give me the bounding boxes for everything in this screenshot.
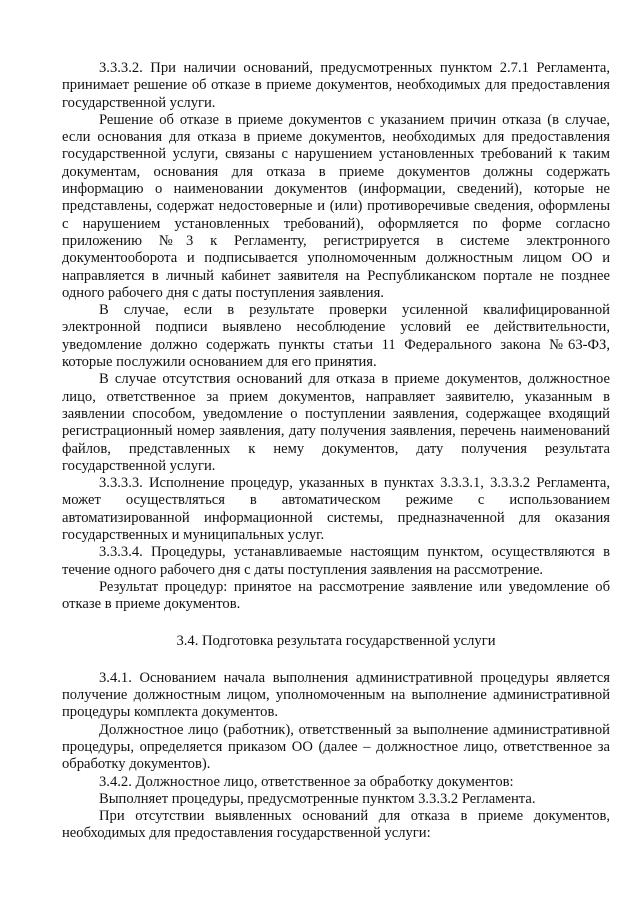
paragraph-3-4-2: 3.4.2. Должностное лицо, ответственное за обработку документов: — [99, 773, 514, 790]
paragraph-responsible-officer: Должностное лицо (работник), ответственный за выполнение административной процедуры, определяется приказом ОО (далее – должностное лицо, ответственное за обработку документов). — [62, 721, 610, 773]
document-page — [62, 60, 610, 843]
section-heading: 3.4. Подготовка результата государственной услуги — [176, 632, 496, 649]
paragraph-3-3-3-2: 3.3.3.2. При наличии оснований, предусмотренных пунктом 2.7.1 Регламента, принимает решение об отказе в приеме документов, необходимых для предоставления государственной услуги. — [62, 60, 610, 111]
paragraph-performs-procedures: Выполняет процедуры, предусмотренные пунктом 3.3.3.2 Регламента. — [99, 790, 536, 807]
paragraph-3-3-3-4: 3.3.3.4. Процедуры, устанавливаемые настоящим пунктом, осуществляются в течение одного рабочего дня с даты поступления заявления на рассмотрение. — [62, 544, 610, 578]
paragraph-3-3-3-3: 3.3.3.3. Исполнение процедур, указанных в пунктах 3.3.3.1, 3.3.3.2 Регламента, может осуществляться в автоматическом режиме с использованием автоматизированной информационной системы, предназначенной для оказания государственных и муниципальных услуг. — [62, 475, 610, 544]
paragraph-signature-check: В случае, если в результате проверки усиленной квалифицированной электронной подписи выявлено несоблюдение условий ее действительности, уведомление должно содержать пункты статьи 11 Федерального закона №63-ФЗ, которые послужили основанием для его принятия. — [62, 302, 610, 371]
paragraph-no-identified-grounds: При отсутствии выявленных оснований для отказа в приеме документов, необходимых для предоставления государственной услуги: — [62, 808, 610, 842]
paragraph-procedure-result: Результат процедур: принятое на рассмотрение заявление или уведомление об отказе в приеме документов. — [62, 578, 610, 613]
paragraph-3-4-1: 3.4.1. Основанием начала выполнения административной процедуры является получение должностным лицом, уполномоченным на выполнение административной процедуры комплекта документов. — [62, 669, 610, 721]
paragraph-refusal-decision: Решение об отказе в приеме документов с указанием причин отказа (в случае, если основания для отказа в приеме документов, необходимых для предоставления государственной услуги, связаны с нарушением установленных требований к таким документам, основания для отказа в приеме документов должны содержать информацию о наименовании документов (информации, сведений), которые не представлены, содержат недостоверные и (или) противоречивые сведения, оформлены с нарушением установленных требований), оформляется по форме согласно приложению №3 к Регламенту, регистрируется в системе электронного документооборота и подписывается уполномоченным должностным лицом ОО и направляется в личный кабинет заявителя на Республиканском портале не позднее одного рабочего дня с даты поступления заявления. — [62, 111, 610, 301]
paragraph-no-grounds: В случае отсутствия оснований для отказа в приеме документов, должностное лицо, ответственное за прием документов, направляет заявителю, указанным в заявлении способом, уведомление о поступлении заявления, содержащее входящий регистрационный номер заявления, дату получения заявления, перечень наименований файлов, представленных к нему документов, дату получения результата государственной услуги. — [62, 371, 610, 474]
